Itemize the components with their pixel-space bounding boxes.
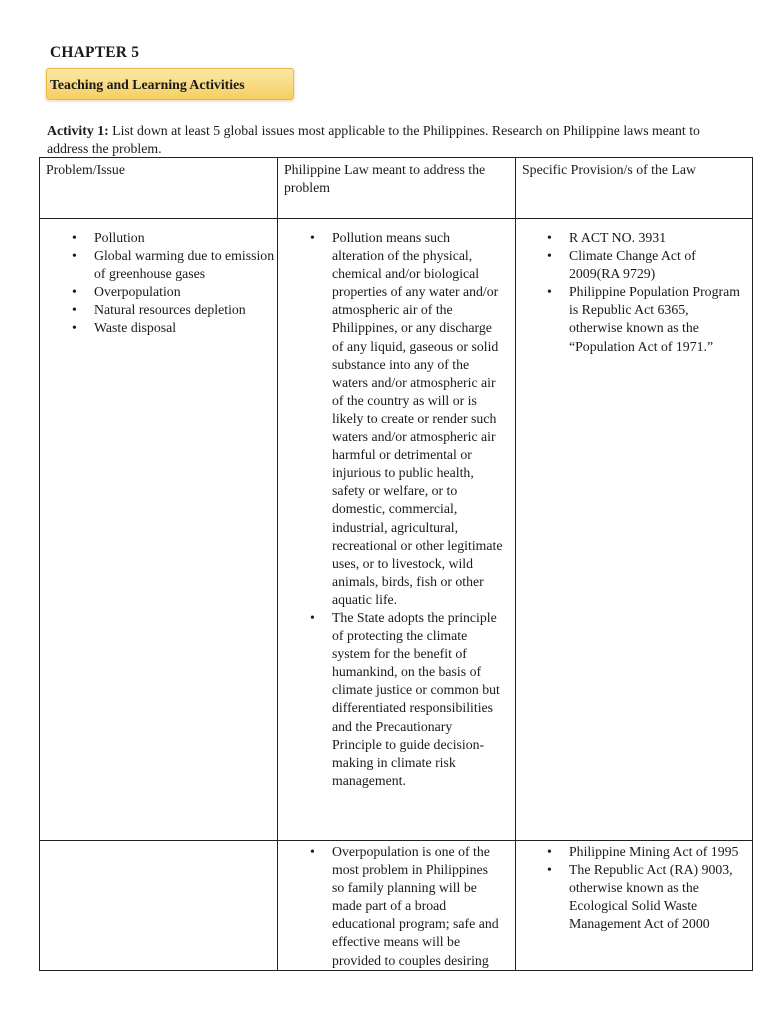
list-item: • Natural resources depletion: [70, 301, 277, 319]
header-specific-provisions: Specific Provision/s of the Law: [516, 158, 753, 219]
table-row: [40, 841, 753, 971]
list-item: • Overpopulation is one of the most problem in Philippines so family planning will be made part of a broad educational program; safe and effective means will be provided to couples desiring: [308, 843, 503, 970]
table-row: [40, 219, 753, 841]
list-item: • Pollution means such alteration of the physical, chemical and/or biological properties of any water and/or atmospheric air of the Philippines, or any discharge of any liquid, gaseous or solid substance into any of the waters and/or atmospheric air of the country as will or is likely to create or render such waters and/or atmospheric air harmful or detrimental or injurious to public health, safety or welfare, or to domestic, commercial, industrial, agricultural, recreational or other legitimate uses, or to livestock, wild animals, birds, fish or other aquatic life.: [308, 229, 503, 609]
laws-list: [278, 219, 515, 790]
list-item: • Pollution: [70, 229, 277, 247]
activity-text: List down at least 5 global issues most applicable to the Philippines. Research on Philippine laws meant to address the problem.: [47, 123, 700, 156]
provisions-list: [516, 219, 752, 356]
activity-instructions: [47, 122, 737, 158]
list-item: • Overpopulation: [70, 283, 277, 301]
laws-list: [278, 841, 515, 970]
laws-cell: [278, 841, 516, 971]
laws-cell: [278, 219, 516, 841]
list-item: • Climate Change Act of 2009(RA 9729): [545, 247, 742, 283]
section-banner: [46, 68, 294, 100]
header-problem-issue: Problem/Issue: [40, 158, 278, 219]
list-item: • The State adopts the principle of protecting the climate system for the benefit of humankind, on the basis of climate justice or common but differentiated responsibilities and the Precautionary Principle to guide decision-making in climate risk management.: [308, 609, 503, 790]
problems-cell-empty: [40, 841, 278, 971]
list-item: • Global warming due to emission of greenhouse gases: [70, 247, 277, 283]
header-philippine-law: Philippine Law meant to address the problem: [278, 158, 516, 219]
activity-label: Activity 1:: [47, 123, 109, 138]
list-item: • Philippine Mining Act of 1995: [545, 843, 742, 861]
activity-table: [39, 157, 753, 971]
list-item: • Philippine Population Program is Republic Act 6365, otherwise known as the “Population Act of 1971.”: [545, 283, 742, 355]
list-item: • The Republic Act (RA) 9003, otherwise known as the Ecological Solid Waste Management Act of 2000: [545, 861, 742, 933]
problems-cell: [40, 219, 278, 841]
provisions-cell: [516, 841, 753, 971]
provisions-cell: [516, 219, 753, 841]
chapter-title: CHAPTER 5: [50, 44, 140, 61]
problems-list: [40, 219, 277, 338]
list-item: • Waste disposal: [70, 319, 277, 337]
list-item: • R ACT NO. 3931: [545, 229, 742, 247]
table-header-row: [40, 158, 753, 219]
provisions-list: [516, 841, 752, 933]
section-banner-label: Teaching and Learning Activities: [50, 77, 245, 92]
